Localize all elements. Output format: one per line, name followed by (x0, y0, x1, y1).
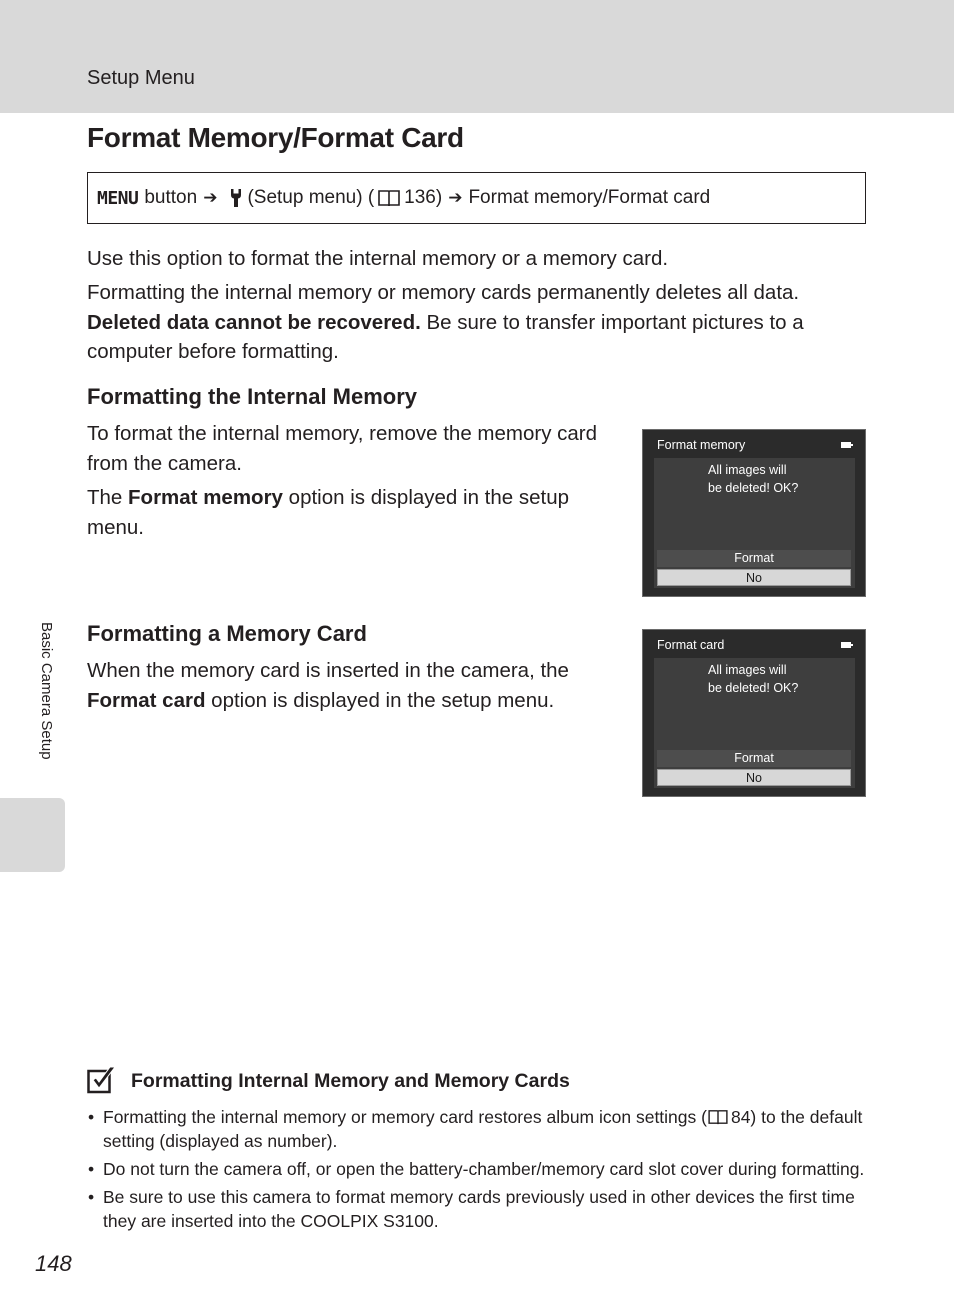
memory-card-p1-pre: When the memory card is inserted in the camera, the (87, 659, 569, 682)
intro-paragraph-2 (87, 278, 877, 367)
screen-title: Format memory (657, 438, 746, 452)
note-bullet-text: Formatting the internal memory or memory card restores album icon settings ( (103, 1107, 707, 1127)
header-band (0, 0, 954, 113)
internal-memory-p2-post: option is displayed in the setup menu. (87, 486, 570, 539)
page-title: Format Memory/Format Card (87, 122, 464, 153)
dialog-message: All images will be deleted! OK? (708, 663, 799, 695)
confirm-dialog (654, 458, 855, 588)
arrow-right-icon: ➔ (448, 188, 463, 207)
screen-title: Format card (657, 638, 725, 652)
menu-path-button-word: button (144, 187, 198, 208)
side-tab-label: Basic Camera Setup (38, 622, 55, 760)
side-tab (0, 798, 65, 872)
menu-path-page-ref: 136) (404, 187, 443, 208)
note-bullet-list (87, 1105, 867, 1237)
note-title: Formatting Internal Memory and Memory Cards (131, 1070, 570, 1092)
page-number: 148 (35, 1251, 72, 1276)
book-reference-icon (378, 189, 400, 207)
intro-paragraph-1: Use this option to format the internal memory or a memory card. (87, 247, 669, 270)
no-option[interactable]: No (657, 769, 851, 786)
internal-memory-p2-pre: The (87, 486, 129, 509)
note-bullet (87, 1105, 867, 1153)
wrench-icon (229, 188, 243, 208)
battery-icon (841, 642, 851, 648)
internal-memory-paragraph-2 (87, 483, 617, 542)
format-card-bold: Format card (87, 688, 206, 712)
arrow-right-icon: ➔ (203, 188, 218, 207)
format-memory-bold: Format memory (128, 486, 283, 509)
confirm-dialog (654, 658, 855, 788)
menu-icon: MENU (97, 187, 139, 209)
note-bullet: • Do not turn the camera off, or open the battery-chamber/memory card slot cover during formatting. (87, 1157, 867, 1181)
format-memory-screen (642, 429, 866, 597)
intro-line-2: Be sure to transfer important pictures to a computer before formatting. (87, 310, 804, 363)
memory-card-heading: Formatting a Memory Card (87, 621, 367, 646)
intro-warning-bold: Deleted data cannot be recovered. (87, 310, 421, 334)
menu-path-target: Format memory/Format card (468, 187, 711, 208)
book-reference-icon (708, 1109, 728, 1125)
note-bullet-text: 84) to the default setting (displayed as number). (103, 1107, 863, 1151)
note-bullet: • Be sure to use this camera to format memory cards previously used in other devices the first time they are inserted into the COOLPIX S3100. (87, 1185, 867, 1233)
internal-memory-heading: Formatting the Internal Memory (87, 384, 418, 409)
memory-card-p1-post: option is displayed in the setup menu. (205, 688, 555, 712)
format-option[interactable]: Format (657, 550, 851, 567)
intro-line-1: Formatting the internal memory or memory cards permanently deletes all data. (87, 281, 800, 304)
memory-card-paragraph (87, 656, 617, 715)
section-label: Setup Menu (87, 67, 195, 89)
format-card-screen (642, 629, 866, 797)
dialog-message: All images will be deleted! OK? (708, 463, 799, 495)
format-option[interactable]: Format (657, 750, 851, 767)
battery-icon (841, 442, 851, 448)
no-option[interactable]: No (657, 569, 851, 586)
internal-memory-paragraph-1: To format the internal memory, remove the memory card from the camera. (87, 422, 598, 475)
menu-path-setup-menu: (Setup menu) ( (247, 187, 375, 208)
menu-path-box (87, 172, 866, 224)
check-note-icon (87, 1066, 117, 1094)
